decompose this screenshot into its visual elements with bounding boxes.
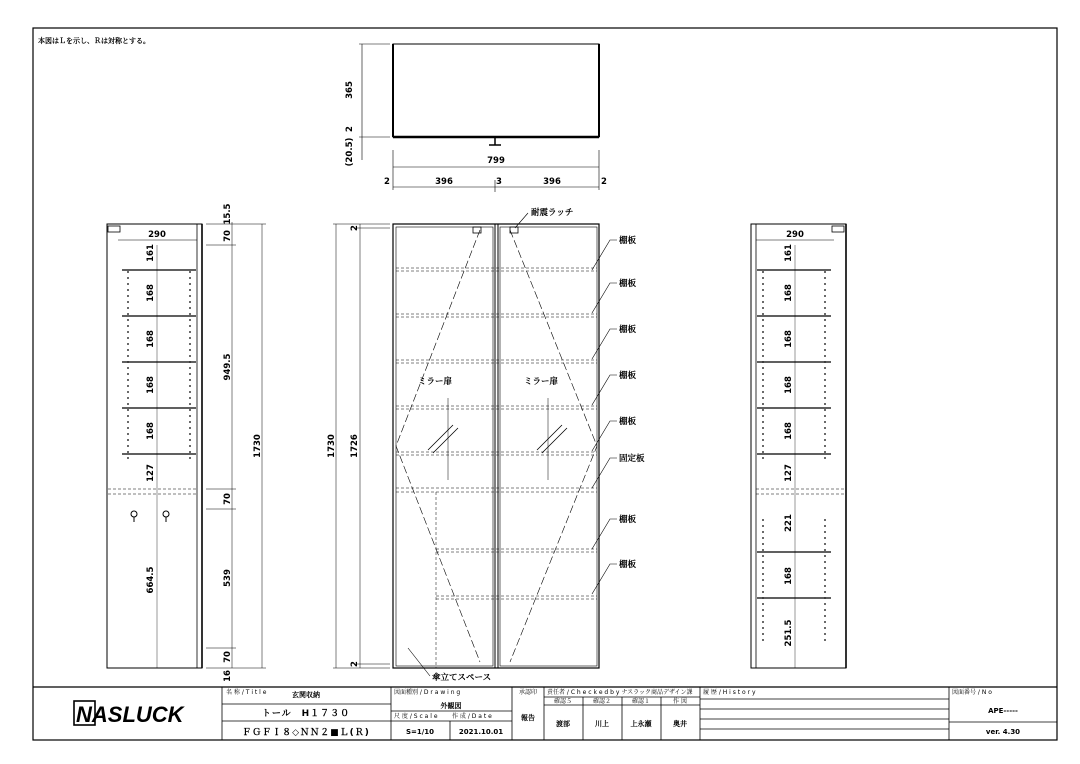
shelf-pin-hole bbox=[824, 639, 826, 641]
top-thk-dim: 2 bbox=[345, 126, 355, 132]
shelf-pin-hole bbox=[824, 555, 826, 557]
shelf-pin-hole bbox=[824, 403, 826, 405]
approval-value: 報告 bbox=[521, 714, 535, 722]
role-1: 確認５ bbox=[553, 698, 573, 705]
shelf-pin-hole bbox=[189, 283, 191, 285]
shelf-pin-hole bbox=[127, 451, 129, 453]
shelf-pin-hole bbox=[127, 361, 129, 363]
shelf-pin-hole bbox=[824, 283, 826, 285]
shelf-pin-hole bbox=[824, 439, 826, 441]
shelf-pin-hole bbox=[762, 331, 764, 333]
shelf-pin-hole bbox=[127, 343, 129, 345]
left-upper-dim: 949.5 bbox=[223, 353, 233, 381]
shelf-pin-hole bbox=[824, 415, 826, 417]
shelf-pin-hole bbox=[127, 409, 129, 411]
right-spacing-2: 168 bbox=[784, 284, 794, 302]
shelf-pin-hole bbox=[762, 283, 764, 285]
shelf-pin-hole bbox=[762, 451, 764, 453]
shelf-pin-hole bbox=[127, 391, 129, 393]
callout-leader bbox=[592, 240, 617, 270]
shelf-label: 棚板 bbox=[619, 417, 637, 427]
right-spacing-1: 161 bbox=[784, 244, 794, 262]
shelf-pin-hole bbox=[762, 537, 764, 539]
left-lower-dim: 539 bbox=[223, 569, 233, 587]
shelf-pin-hole bbox=[762, 555, 764, 557]
shelf-pin-hole bbox=[127, 403, 129, 405]
left-shelf-spacings bbox=[146, 244, 156, 593]
shelf-pin-hole bbox=[189, 289, 191, 291]
shelf-pin-hole bbox=[189, 433, 191, 435]
shelf-pin-hole bbox=[824, 457, 826, 459]
left-total-dim: 1730 bbox=[253, 434, 263, 458]
top-depth-dim: 365 bbox=[345, 81, 355, 99]
shelf-pin-hole bbox=[127, 307, 129, 309]
product-code: ＦＧＦＩ８◇ＮＮ２■Ｌ(Ｒ) bbox=[242, 728, 370, 738]
front-inner-dim: 1726 bbox=[350, 434, 360, 458]
shelf-pin-hole bbox=[762, 289, 764, 291]
shelf-pin-hole bbox=[824, 277, 826, 279]
shelf-pin-hole bbox=[127, 271, 129, 273]
shelf-pin-hole bbox=[824, 615, 826, 617]
shelf-pin-hole bbox=[127, 439, 129, 441]
right-side-view bbox=[751, 224, 846, 668]
signer-1: 渡部 bbox=[556, 720, 570, 728]
shelf-pin-hole bbox=[824, 579, 826, 581]
callout-leader bbox=[592, 329, 617, 359]
left-spacing-5: 168 bbox=[146, 422, 156, 440]
left-mid-70: 70 bbox=[223, 493, 233, 505]
shelf-pin-hole bbox=[762, 433, 764, 435]
shelf-pin-hole bbox=[824, 325, 826, 327]
shelf-pin-hole bbox=[762, 361, 764, 363]
shelf-pin-hole bbox=[824, 331, 826, 333]
shelf-pin-hole bbox=[762, 519, 764, 521]
shelf-pin-hole bbox=[189, 397, 191, 399]
scale-header: 尺 度 / S c a l e bbox=[394, 713, 438, 720]
shelf-pin-hole bbox=[824, 307, 826, 309]
name-header: 名 称 / T i t l e bbox=[226, 689, 267, 696]
shelf-pin-hole bbox=[127, 355, 129, 357]
shelf-pin-hole bbox=[824, 451, 826, 453]
top-mid-gap: 3 bbox=[496, 177, 502, 187]
callout-leader bbox=[592, 564, 617, 594]
shelf-pin-hole bbox=[189, 295, 191, 297]
shelf-pin-hole bbox=[127, 313, 129, 315]
date-value: 2021.10.01 bbox=[458, 728, 504, 736]
shelf-label: 棚板 bbox=[619, 236, 637, 246]
shelf-pin-hole bbox=[824, 391, 826, 393]
shelf-pin-hole bbox=[189, 367, 191, 369]
shelf-pin-hole bbox=[762, 319, 764, 321]
approval-header: 承認印 bbox=[518, 689, 538, 696]
checked-by-header: 責任者 / C h e c k e d b y ナスラック商品デザイン課 bbox=[547, 689, 693, 696]
shelf-pin-hole bbox=[824, 633, 826, 635]
brand-logo-text: NASLUCK bbox=[76, 702, 184, 727]
right-spacing-5: 168 bbox=[784, 422, 794, 440]
role-4: 作 図 bbox=[673, 698, 687, 705]
shelf-pin-hole bbox=[824, 385, 826, 387]
shelf-pin-hole bbox=[762, 609, 764, 611]
shelf-pin-hole bbox=[762, 391, 764, 393]
right-spacing-7: 221 bbox=[784, 514, 794, 532]
shelf-pin-hole bbox=[762, 367, 764, 369]
shelf-pin-hole bbox=[824, 397, 826, 399]
shelf-pin-hole bbox=[824, 519, 826, 521]
shelf-pin-hole bbox=[189, 343, 191, 345]
shelf-pin-hole bbox=[189, 331, 191, 333]
shelf-pin-hole bbox=[762, 615, 764, 617]
right-spacing-9: 251.5 bbox=[784, 619, 794, 647]
shelf-pin-hole bbox=[189, 355, 191, 357]
shelf-pin-hole bbox=[762, 445, 764, 447]
shelf-pin-hole bbox=[189, 319, 191, 321]
shelf-label: 棚板 bbox=[619, 515, 637, 525]
shelf-pin-hole bbox=[127, 433, 129, 435]
shelf-pin-hole bbox=[824, 301, 826, 303]
hinge-icon bbox=[131, 511, 169, 522]
shelf-pin-hole bbox=[824, 319, 826, 321]
right-spacing-8: 168 bbox=[784, 567, 794, 585]
shelf-label: 棚板 bbox=[619, 325, 637, 335]
shelf-pin-hole bbox=[189, 277, 191, 279]
shelf-pin-hole bbox=[824, 567, 826, 569]
left-bot-70: 70 bbox=[223, 651, 233, 663]
shelf-pin-hole bbox=[127, 415, 129, 417]
shelf-pin-hole bbox=[762, 397, 764, 399]
front-total-dim: 1730 bbox=[327, 434, 337, 458]
signer-4: 奥井 bbox=[673, 720, 687, 728]
shelf-pin-hole bbox=[762, 415, 764, 417]
shelf-pin-hole bbox=[127, 445, 129, 447]
right-shelf-spacings bbox=[784, 244, 794, 646]
left-spacing-6: 127 bbox=[146, 464, 156, 482]
shelf-pin-hole bbox=[824, 295, 826, 297]
shelf-pin-hole bbox=[127, 349, 129, 351]
date-header: 作 成 / D a t e bbox=[452, 713, 492, 720]
shelf-pin-hole bbox=[127, 379, 129, 381]
shelf-pin-hole bbox=[824, 543, 826, 545]
shelf-pin-hole bbox=[762, 543, 764, 545]
top-door-l: 396 bbox=[435, 177, 453, 187]
right-spacing-6: 127 bbox=[784, 464, 794, 482]
shelf-pin-hole bbox=[762, 591, 764, 593]
front-top-thk: 2 bbox=[350, 225, 360, 231]
shelf-pin-hole bbox=[762, 379, 764, 381]
shelf-pin-hole bbox=[189, 349, 191, 351]
shelf-pin-hole bbox=[189, 325, 191, 327]
left-lower-span: 664.5 bbox=[146, 566, 156, 594]
scale-value: S=1/10 bbox=[405, 728, 435, 736]
shelf-pin-hole bbox=[762, 277, 764, 279]
top-door-r: 396 bbox=[543, 177, 561, 187]
shelf-pin-hole bbox=[189, 313, 191, 315]
shelf-pin-hole bbox=[824, 585, 826, 587]
right-spacing-3: 168 bbox=[784, 330, 794, 348]
shelf-pin-hole bbox=[824, 373, 826, 375]
left-top-margin: 15.5 bbox=[223, 203, 233, 225]
shelf-pin-hole bbox=[762, 531, 764, 533]
shelf-pin-hole bbox=[824, 573, 826, 575]
product-name: 玄関収納 bbox=[292, 691, 320, 699]
shelf-pin-hole bbox=[824, 597, 826, 599]
version: ver. 4.30 bbox=[985, 728, 1021, 736]
title-block bbox=[33, 687, 1057, 740]
shelf-pin-hole bbox=[762, 307, 764, 309]
left-spacing-4: 168 bbox=[146, 376, 156, 394]
history-header: 履 歴 / H i s t o r y bbox=[703, 689, 756, 696]
shelf-pin-hole bbox=[824, 361, 826, 363]
callout-leader bbox=[592, 421, 617, 451]
top-right-gap: 2 bbox=[601, 177, 607, 187]
shelf-pin-hole bbox=[127, 331, 129, 333]
shelf-pin-hole bbox=[762, 409, 764, 411]
left-bot-16: 16 bbox=[223, 670, 233, 682]
mirror-door-right-label: ミラー扉 bbox=[524, 377, 559, 387]
left-side-view bbox=[107, 203, 266, 681]
shelf-pin-hole bbox=[762, 421, 764, 423]
top-width-dim: 799 bbox=[487, 156, 505, 166]
shelf-pin-hole bbox=[762, 343, 764, 345]
shelf-pin-hole bbox=[189, 271, 191, 273]
shelf-pin-hole bbox=[189, 415, 191, 417]
shelf-pin-hole bbox=[762, 567, 764, 569]
signer-2: 川上 bbox=[595, 720, 609, 728]
shelf-label: 棚板 bbox=[619, 560, 637, 570]
drawing-type: 外観図 bbox=[440, 702, 462, 710]
top-view bbox=[345, 44, 607, 192]
shelf-pin-hole bbox=[824, 367, 826, 369]
mirror-door-left-label: ミラー扉 bbox=[418, 377, 453, 387]
shelf-pin-hole bbox=[127, 277, 129, 279]
shelf-pin-hole bbox=[189, 337, 191, 339]
shelf-pin-hole bbox=[762, 549, 764, 551]
shelf-pin-hole bbox=[127, 289, 129, 291]
shelf-pin-hole bbox=[762, 349, 764, 351]
shelf-pin-hole bbox=[762, 385, 764, 387]
shelf-pin-hole bbox=[762, 373, 764, 375]
shelf-pin-hole bbox=[824, 427, 826, 429]
shelf-pin-hole bbox=[762, 301, 764, 303]
shelf-pin-hole bbox=[762, 621, 764, 623]
shelf-pin-hole bbox=[127, 301, 129, 303]
shelf-pin-hole bbox=[762, 439, 764, 441]
shelf-pin-hole bbox=[189, 445, 191, 447]
umbrella-space-label: 傘立てスペース bbox=[432, 673, 492, 683]
drawing-no: APE----- bbox=[988, 707, 1018, 715]
shelf-pin-hole bbox=[824, 313, 826, 315]
shelf-pin-hole bbox=[824, 445, 826, 447]
shelf-pin-hole bbox=[762, 639, 764, 641]
shelf-pin-hole bbox=[824, 271, 826, 273]
shelf-pin-hole bbox=[824, 355, 826, 357]
shelf-pin-hole bbox=[127, 337, 129, 339]
shelf-label: 棚板 bbox=[619, 371, 637, 381]
shelf-pin-hole bbox=[762, 427, 764, 429]
shelf-pin-hole bbox=[189, 307, 191, 309]
shelf-pin-hole bbox=[824, 537, 826, 539]
shelf-pin-hole bbox=[762, 295, 764, 297]
right-spacing-4: 168 bbox=[784, 376, 794, 394]
callout-leader bbox=[592, 458, 617, 488]
shelf-pin-hole bbox=[127, 295, 129, 297]
shelf-pin-hole bbox=[127, 319, 129, 321]
drawing-no-header: 図面番号 / N o bbox=[952, 689, 992, 696]
shelf-pin-hole bbox=[189, 391, 191, 393]
shelf-pin-hole bbox=[824, 561, 826, 563]
shelf-pin-hole bbox=[762, 271, 764, 273]
latch-label: 耐震ラッチ bbox=[531, 208, 574, 218]
left-spacing-1: 161 bbox=[146, 244, 156, 262]
shelf-pin-hole bbox=[762, 633, 764, 635]
fixed-board-label: 固定板 bbox=[619, 454, 645, 464]
shelf-pin-hole bbox=[824, 531, 826, 533]
shelf-pin-hole bbox=[762, 403, 764, 405]
shelf-pin-hole bbox=[127, 397, 129, 399]
shelf-pin-hole bbox=[762, 337, 764, 339]
callout-leader bbox=[592, 519, 617, 549]
shelf-pin-hole bbox=[189, 421, 191, 423]
shelf-pin-hole bbox=[127, 283, 129, 285]
shelf-pin-hole bbox=[189, 439, 191, 441]
drawing-note: 本図はＬを示し、Ｒは対称とする。 bbox=[38, 37, 150, 45]
front-view bbox=[327, 207, 645, 683]
shelf-pin-hole bbox=[127, 325, 129, 327]
top-offset-dim: (20.5) bbox=[345, 137, 355, 167]
shelf-pin-hole bbox=[189, 379, 191, 381]
shelf-pin-hole bbox=[824, 603, 826, 605]
callout-leader bbox=[592, 283, 617, 313]
shelf-pin-hole bbox=[189, 409, 191, 411]
left-depth-dim: 290 bbox=[148, 230, 166, 240]
shelf-pin-hole bbox=[189, 427, 191, 429]
shelf-pin-hole bbox=[824, 289, 826, 291]
shelf-pin-hole bbox=[189, 457, 191, 459]
shelf-pin-hole bbox=[824, 525, 826, 527]
shelf-pin-hole bbox=[189, 385, 191, 387]
shelf-pin-hole bbox=[824, 343, 826, 345]
shelf-pin-hole bbox=[127, 373, 129, 375]
nasluck-logo bbox=[74, 701, 186, 727]
shelf-pin-hole bbox=[127, 385, 129, 387]
shelf-pin-hole bbox=[762, 585, 764, 587]
role-2: 確認２ bbox=[592, 698, 612, 705]
shelf-pin-hole bbox=[824, 621, 826, 623]
shelf-pin-hole bbox=[824, 421, 826, 423]
callout-leader bbox=[592, 375, 617, 405]
shelf-pin-hole bbox=[824, 349, 826, 351]
shelf-pin-hole bbox=[127, 421, 129, 423]
left-spacing-3: 168 bbox=[146, 330, 156, 348]
shelf-pin-hole bbox=[824, 549, 826, 551]
left-spacing-2: 168 bbox=[146, 284, 156, 302]
shelf-pin-hole bbox=[127, 367, 129, 369]
shelf-pin-hole bbox=[762, 579, 764, 581]
shelf-pin-hole bbox=[189, 403, 191, 405]
product-line: トール H１７３０ bbox=[261, 709, 351, 719]
shelf-pin-hole bbox=[762, 457, 764, 459]
right-depth-dim: 290 bbox=[786, 230, 804, 240]
top-left-gap: 2 bbox=[384, 177, 390, 187]
drawing-type-header: 図面種別 / D r a w i n g bbox=[394, 689, 461, 696]
shelf-pin-hole bbox=[127, 457, 129, 459]
shelf-pin-hole bbox=[824, 433, 826, 435]
shelf-label: 棚板 bbox=[619, 279, 637, 289]
shelf-pin-hole bbox=[824, 609, 826, 611]
signer-3: 上永瀬 bbox=[630, 720, 652, 728]
shelf-pin-hole bbox=[762, 597, 764, 599]
shelf-pin-hole bbox=[824, 409, 826, 411]
shelf-pin-hole bbox=[189, 451, 191, 453]
shelf-pin-hole bbox=[824, 591, 826, 593]
shelf-pin-hole bbox=[824, 379, 826, 381]
shelf-callouts bbox=[592, 235, 645, 594]
role-3: 確認１ bbox=[631, 698, 651, 705]
shelf-pin-hole bbox=[762, 561, 764, 563]
shelf-pin-hole bbox=[762, 573, 764, 575]
shelf-pin-hole bbox=[824, 627, 826, 629]
front-bot-thk: 2 bbox=[350, 661, 360, 667]
shelf-pin-hole bbox=[762, 627, 764, 629]
shelf-pin-hole bbox=[189, 361, 191, 363]
shelf-pin-hole bbox=[762, 355, 764, 357]
shelf-pin-hole bbox=[189, 301, 191, 303]
shelf-pin-hole bbox=[762, 313, 764, 315]
shelf-pin-hole bbox=[189, 373, 191, 375]
left-top-70: 70 bbox=[223, 230, 233, 242]
shelf-pin-hole bbox=[127, 427, 129, 429]
shelf-pin-hole bbox=[762, 525, 764, 527]
shelf-pin-hole bbox=[824, 337, 826, 339]
shelf-pin-hole bbox=[762, 325, 764, 327]
shelf-pin-hole bbox=[762, 603, 764, 605]
